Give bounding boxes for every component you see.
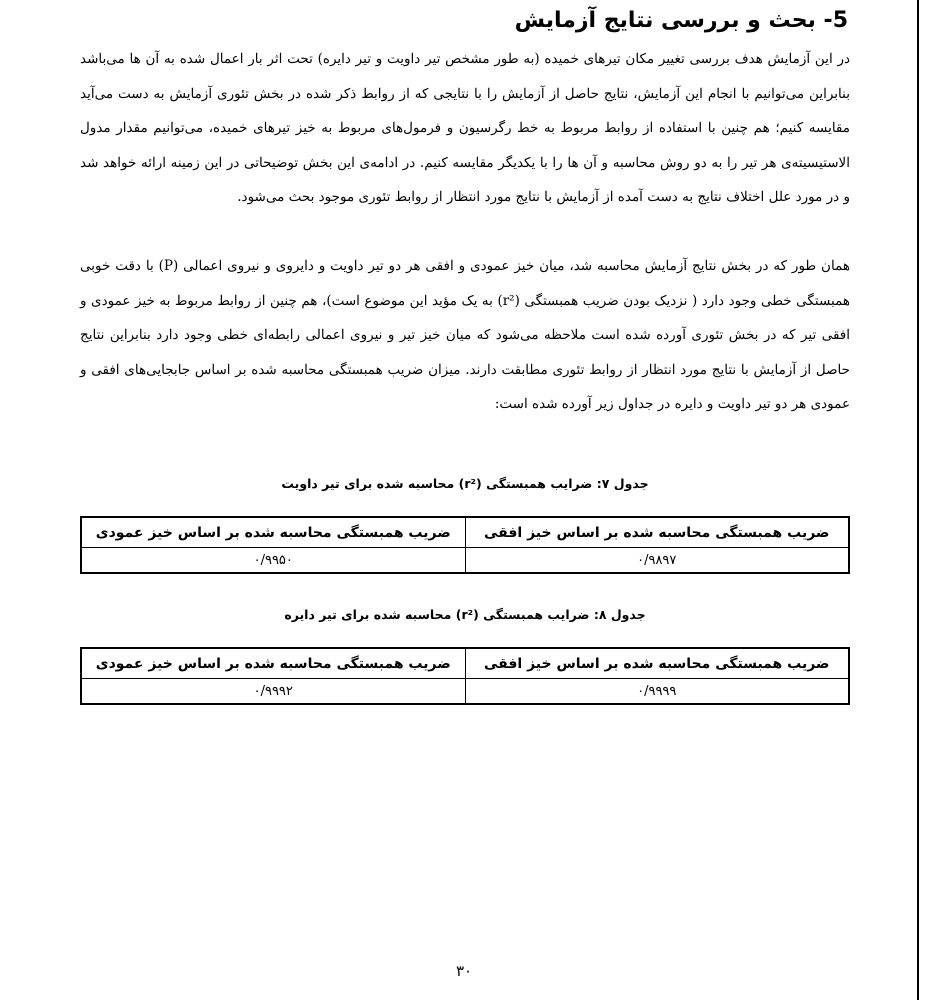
header-horizontal-deflection: ضریب همبستگی محاسبه شده بر اساس خیز افقی: [465, 648, 849, 679]
table-value-row: [81, 548, 849, 574]
value-vertical-deflection: ۰/۹۹۹۲: [81, 679, 465, 705]
table-value-row: [81, 679, 849, 705]
value-vertical-deflection: ۰/۹۹۵۰: [81, 548, 465, 574]
section-heading: 5- بحث و بررسی نتایج آزمایش: [514, 8, 848, 33]
table-8-circle-correlation: [80, 647, 850, 705]
table-8-caption: جدول ۸: ضرایب همبستگی (r²) محاسبه شده برای تیر دایره: [284, 607, 646, 622]
paragraph-intro: در این آزمایش هدف بررسی تغییر مکان تیرهای خمیده (به طور مشخص تیر داویت و تیر دایره) تحت اثر بار اعمال شده به آن ها می‌باشد بنابراین می‌توانیم با انجام این آزمایش، نتایج حاصل از آزمایش را با نتایجی که از روابط ذکر شده در بخش تئوری آزمایش به دست می‌آید مقایسه کنیم؛ هم چنین با استفاده از روابط مربوط به خط رگرسیون و فرمول‌های مربوط به خیز تیرهای خمیده، می‌توانیم مقدار مدول الاستیسیته‌ی هر تیر را به دو روش محاسبه و آن ها را با یکدیگر مقایسه کنیم. در ادامه‌ی این بخش توضیحاتی در این زمینه ارائه خواهد شد و در مورد علل اختلاف نتایج به دست آمده از آزمایش با نتایج مورد انتظار از روابط تئوری موجود بحث می‌شود.: [80, 51, 850, 205]
header-vertical-deflection: ضریب همبستگی محاسبه شده بر اساس خیز عمودی: [81, 648, 465, 679]
table-header-row: [81, 517, 849, 548]
table-header-row: [81, 648, 849, 679]
value-horizontal-deflection: ۰/۹۸۹۷: [465, 548, 849, 574]
table-7-caption: جدول ۷: ضرایب همبستگی (r²) محاسبه شده برای تیر داویت: [281, 476, 649, 491]
table-7-davit-correlation: [80, 516, 850, 574]
paragraph-correlation: همان طور که در بخش نتایج آزمایش محاسبه شد، میان خیز عمودی و افقی هر دو تیر داویت و دایروی و نیروی اعمالی (P) با دقت خوبی همبستگی خطی وجود دارد ( نزدیک بودن ضریب همبستگی (r²) به یک مؤید این موضوع است)، هم چنین از روابط مربوط به خیز عمودی و افقی تیر که در بخش تئوری آورده شده است ملاحظه می‌شود که میان خیز تیر و نیروی اعمالی رابطه‌ای خطی وجود دارد بنابراین نتایج حاصل از آزمایش با نتایج مورد انتظار از روابط تئوری مطابقت دارند. میزان ضریب همبستگی محاسبه شده بر اساس جابجایی‌های افقی و عمودی هر دو تیر داویت و دایره در جداول زیر آورده شده است:: [80, 258, 851, 412]
value-horizontal-deflection: ۰/۹۹۹۹: [465, 679, 849, 705]
page-number: ۳۰: [455, 962, 473, 980]
page-edge-rule: [917, 0, 919, 1000]
header-vertical-deflection: ضریب همبستگی محاسبه شده بر اساس خیز عمودی: [81, 517, 465, 548]
header-horizontal-deflection: ضریب همبستگی محاسبه شده بر اساس خیز افقی: [465, 517, 849, 548]
